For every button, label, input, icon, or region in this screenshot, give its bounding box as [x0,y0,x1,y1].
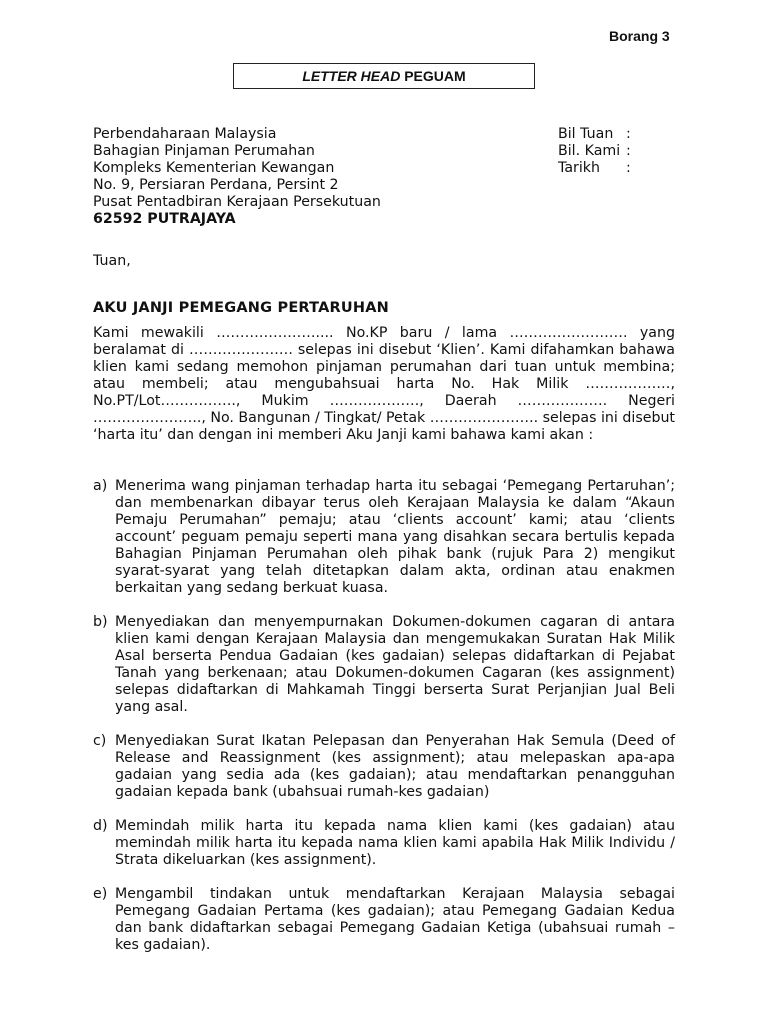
item-text: Memindah milik harta itu kepada nama klien kami (kes gadaian) atau memindah milik harta itu kepada nama klien kami apabila Hak Milik Individu / Strata dikeluarkan (kes assignment). [115,818,675,868]
address-line: Bahagian Pinjaman Perumahan [93,143,315,159]
letterhead-box [233,63,535,89]
address-line: No. 9, Persiaran Perdana, Persint 2 [93,177,339,193]
reference-value: : [626,126,631,142]
reference-label: Bil. Kami [558,143,621,159]
reference-block [558,126,631,177]
address-line: Perbendaharaan Malaysia [93,126,277,142]
item-text: Menyediakan dan menyempurnakan Dokumen-dokumen cagaran di antara klien kami dengan Kerajaan Malaysia dan mengemukakan Suratan Hak Milik Asal berserta Pendua Gadaian (kes gadaian) selepas didaftarkan di Pejabat Tanah yang berkenaan; atau Dokumen-dokumen Cagaran (kes assignment) selepas didaftarkan di Mahkamah Tinggi berserta Surat Perjanjian Jual Beli yang asal. [115,614,675,715]
list-item [93,818,675,869]
list-item [93,886,675,954]
salutation: Tuan, [93,253,131,269]
list-item [93,733,675,801]
item-text: Menerima wang pinjaman terhadap harta itu sebagai ‘Pemegang Pertaruhan’; dan membenarkan dibayar terus oleh Kerajaan Malaysia ke dalam “Akaun Pemaju Perumahan” pemaju; atau ‘clients account’ kami; atau ‘clients account’ peguam pemaju seperti mana yang disahkan secara bertulis kepada Bahagian Pinjaman Perumahan oleh pihak bank (rujuk Para 2) mengikut syarat-syarat yang telah ditetapkan dalam akta, ordinan atau enakmen berkaitan yang sedang berkuat kuasa. [115,478,675,596]
item-marker: c) [93,733,107,749]
item-marker: a) [93,478,108,494]
reference-label: Tarikh [558,160,600,176]
reference-value: : [626,143,631,159]
reference-row [558,160,631,177]
list-item [93,614,675,716]
letterhead-bold: PEGUAM [404,68,466,84]
recipient-address [93,126,381,228]
item-marker: b) [93,614,108,630]
item-text: Menyediakan Surat Ikatan Pelepasan dan Penyerahan Hak Semula (Deed of Release and Reassignment (kes assignment); atau melepaskan apa-apa gadaian yang sedia ada (kes gadaian); atau mendaftarkan penangguhan gadaian kepada bank (ubahsuai rumah-kes gadaian) [115,733,675,800]
reference-label: Bil Tuan [558,126,614,142]
reference-row [558,143,631,160]
intro-paragraph: Kami mewakili ………………….... No.KP baru / lama ……………………. yang beralamat di …………………. selepas ini disebut ‘Klien’. Kami difahamkan bahawa klien kami sedang memohon pinjaman perumahan dari tuan untuk membina; atau membeli; atau mengubahsuai harta No. Hak Milik ………………, No.PT/Lot……………., Mukim ………………., Daerah ………………. Negeri ………………….., No. Bangunan / Tingkat/ Petak ………………….. selepas ini disebut ‘harta itu’ dan dengan ini memberi Aku Janji kami bahawa kami akan : [93,325,675,443]
reference-value: : [626,160,631,176]
undertaking-list [93,478,675,971]
reference-row [558,126,631,143]
item-text: Mengambil tindakan untuk mendaftarkan Kerajaan Malaysia sebagai Pemegang Gadaian Pertama (kes gadaian); atau Pemegang Gadaian Kedua dan bank didaftarkan sebagai Pemegang Gadaian Ketiga (ubahsuai rumah – kes gadaian). [115,886,675,953]
item-marker: d) [93,818,108,834]
address-line: Pusat Pentadbiran Kerajaan Persekutuan [93,194,381,210]
letterhead-italic: LETTER HEAD [302,68,401,84]
address-line: Kompleks Kementerian Kewangan [93,160,335,176]
document-heading: AKU JANJI PEMEGANG PERTARUHAN [93,300,389,316]
item-marker: e) [93,886,108,902]
address-postcode-line: 62592 PUTRAJAYA [93,211,236,227]
list-item [93,478,675,597]
form-label: Borang 3 [609,28,670,44]
